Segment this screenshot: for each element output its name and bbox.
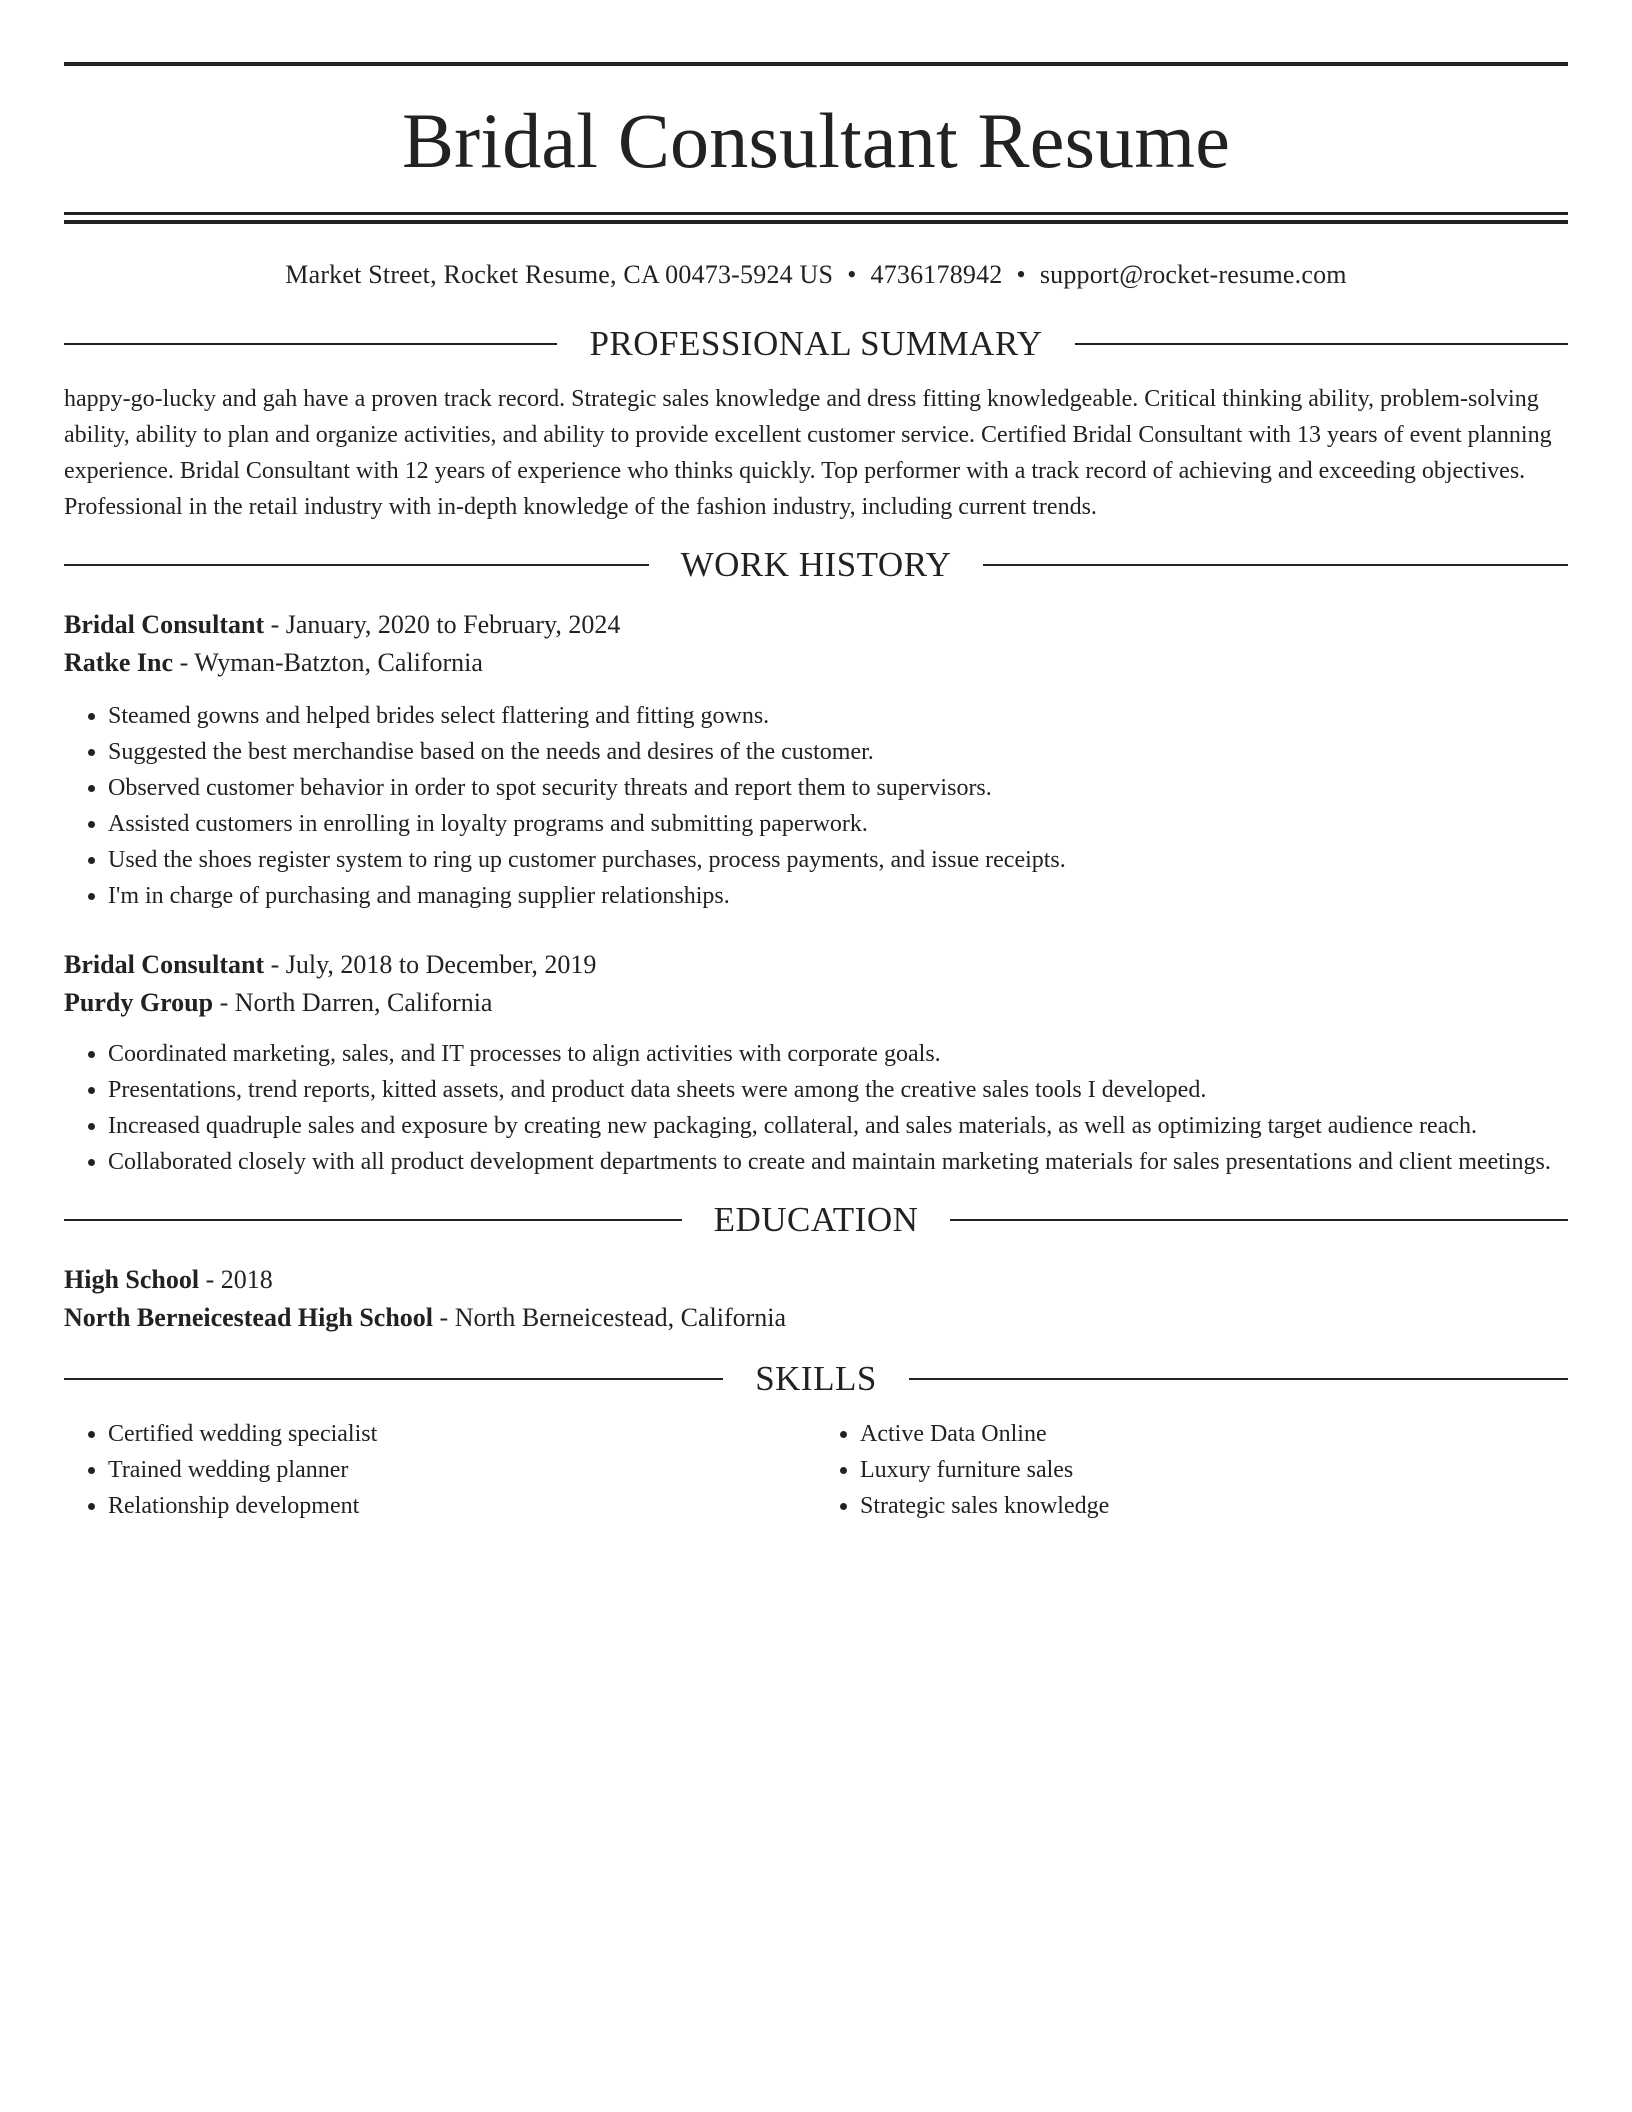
job-company: Ratke Inc <box>64 648 174 677</box>
skills-column-right <box>816 1416 1568 1524</box>
list-item: • Suggested the best merchandise based on the needs and desires of the customer. <box>108 734 1568 770</box>
contact-line <box>64 262 1568 288</box>
education-school: North Berneicestead High School <box>64 1303 434 1332</box>
education-heading: EDUCATION <box>713 1200 919 1239</box>
list-item: • Increased quadruple sales and exposure by creating new packaging, collateral, and sales materials, as well as optimizing target audience reach. <box>108 1108 1568 1144</box>
job-company-line <box>64 984 1568 1022</box>
contact-phone: 4736178942 <box>870 260 1003 289</box>
heading-rule-left <box>64 1219 682 1221</box>
list-item: • Assisted customers in enrolling in loyalty programs and submitting paperwork. <box>108 806 1568 842</box>
skills-list <box>64 1416 1568 1524</box>
job-company: Purdy Group <box>64 988 214 1017</box>
heading-rule-left <box>64 1378 723 1380</box>
job-bullets <box>64 1036 1568 1180</box>
job-location: - Wyman-Batzton, California <box>173 648 483 677</box>
job-dates: - July, 2018 to December, 2019 <box>264 950 597 979</box>
education-entry <box>64 1261 1568 1337</box>
heading-rule-right <box>909 1378 1568 1380</box>
job-bullets <box>64 698 1568 914</box>
job-title-line <box>64 946 1568 984</box>
list-item: • Coordinated marketing, sales, and IT processes to align activities with corporate goals. <box>108 1036 1568 1072</box>
heading-rule-right <box>1075 343 1568 345</box>
job-location: - North Darren, California <box>213 988 493 1017</box>
heading-rule-right <box>983 564 1568 566</box>
job-entry <box>64 606 1568 914</box>
education-degree: High School <box>64 1265 200 1294</box>
list-item: • Collaborated closely with all product development departments to create and maintain marketing materials for sales presentations and client meetings. <box>108 1144 1568 1180</box>
job-entry <box>64 946 1568 1180</box>
skills-column-left <box>64 1416 816 1524</box>
heading-rule-left <box>64 343 557 345</box>
list-item: • Observed customer behavior in order to spot security threats and report them to supervisors. <box>108 770 1568 806</box>
list-item: • Used the shoes register system to ring up customer purchases, process payments, and issue receipts. <box>108 842 1568 878</box>
education-section-heading <box>64 1202 1568 1237</box>
job-title-line <box>64 606 1568 644</box>
skill-item: • Trained wedding planner <box>108 1452 816 1488</box>
skill-item: • Active Data Online <box>860 1416 1568 1452</box>
summary-text: happy-go-lucky and gah have a proven track record. Strategic sales knowledge and dress fitting knowledgeable. Critical thinking ability, problem-solving ability, ability to plan and organize activities, and ability to provide excellent customer service. Certified Bridal Consultant with 13 years of event planning experience. Bridal Consultant with 12 years of experience who thinks quickly. Top performer with a track record of achieving and exceeding objectives. Professional in the retail industry with in-depth knowledge of the fashion industry, including current trends. <box>64 386 1552 520</box>
list-item: • I'm in charge of purchasing and managing supplier relationships. <box>108 878 1568 914</box>
heading-rule-right <box>950 1219 1568 1221</box>
education-year: - 2018 <box>199 1265 273 1294</box>
skill-item: • Strategic sales knowledge <box>860 1488 1568 1524</box>
education-degree-line <box>64 1261 1568 1299</box>
skill-item: • Luxury furniture sales <box>860 1452 1568 1488</box>
summary-section-heading <box>64 326 1568 361</box>
work-section-heading <box>64 547 1568 582</box>
contact-email: support@rocket-resume.com <box>1039 260 1347 289</box>
resume-title: Bridal Consultant Resume <box>401 97 1231 184</box>
list-item: • Steamed gowns and helped brides select flattering and fitting gowns. <box>108 698 1568 734</box>
job-dates: - January, 2020 to February, 2024 <box>264 610 621 639</box>
job-title: Bridal Consultant <box>64 610 265 639</box>
skills-section-heading <box>64 1361 1568 1396</box>
job-title: Bridal Consultant <box>64 950 265 979</box>
contact-separator: • <box>847 260 857 289</box>
education-location: - North Berneicestead, California <box>433 1303 787 1332</box>
skill-item: • Relationship development <box>108 1488 816 1524</box>
skill-item: • Certified wedding specialist <box>108 1416 816 1452</box>
job-company-line <box>64 644 1568 682</box>
contact-address: Market Street, Rocket Resume, CA 00473-5924 US <box>285 260 834 289</box>
work-heading: WORK HISTORY <box>680 545 952 584</box>
education-school-line <box>64 1299 1568 1337</box>
top-rule <box>64 62 1568 66</box>
contact-separator: • <box>1016 260 1026 289</box>
skills-heading: SKILLS <box>755 1359 877 1398</box>
heading-rule-left <box>64 564 649 566</box>
title-double-rule <box>64 212 1568 224</box>
list-item: • Presentations, trend reports, kitted assets, and product data sheets were among the creative sales tools I developed. <box>108 1072 1568 1108</box>
summary-heading: PROFESSIONAL SUMMARY <box>589 324 1043 363</box>
